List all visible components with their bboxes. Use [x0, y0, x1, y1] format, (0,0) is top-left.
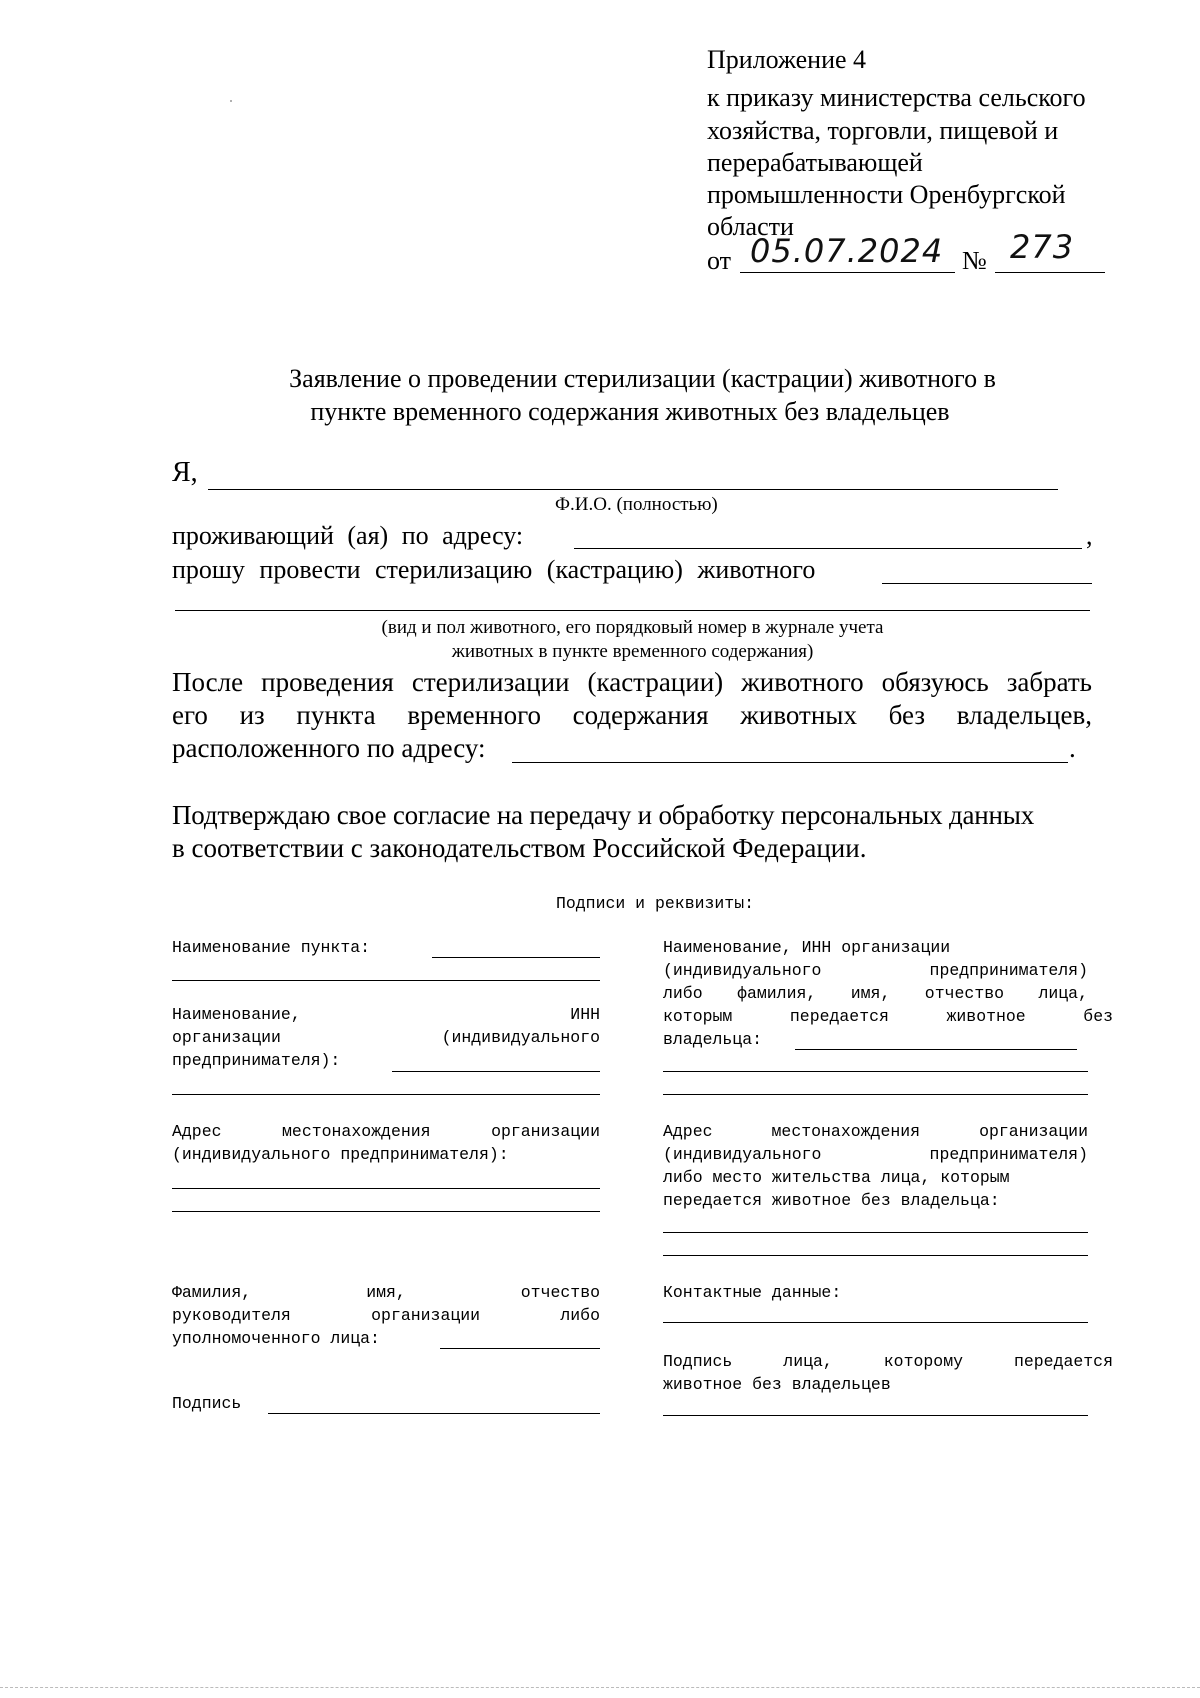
recipient-line-3[interactable]	[663, 1094, 1088, 1095]
org-name-label-2	[172, 1027, 600, 1048]
obligation-end-dot: .	[1069, 733, 1076, 763]
point-name-line-1[interactable]	[432, 957, 600, 958]
recipient-line-1[interactable]	[795, 1049, 1077, 1050]
recipient-label-3	[663, 983, 1088, 1004]
left-signature-label: Подпись	[172, 1394, 242, 1413]
org-name-text-2: организации (индивидуального	[172, 1028, 600, 1047]
right-signature-label-2: животное без владельцев	[663, 1375, 891, 1394]
obligation-line-3: расположенного по адресу:	[172, 733, 486, 763]
number-label: №	[962, 246, 987, 275]
point-name-line-2[interactable]	[172, 980, 600, 981]
obligation-line-2: его из пункта временного содержания животных без владельцев,	[172, 700, 1092, 730]
request-label: прошу провести стерилизацию (кастрацию) животного	[172, 555, 816, 584]
date-underline	[740, 272, 955, 273]
animal-caption-1: (вид и пол животного, его порядковый номер в журнале учета	[381, 617, 884, 638]
org-name-text-1: Наименование, ИНН	[172, 1005, 600, 1024]
recipient-address-label-2	[663, 1144, 1088, 1165]
scan-bottom-edge	[0, 1687, 1200, 1688]
number-underline	[995, 272, 1105, 273]
head-fio-text-2: руководителя организации либо	[172, 1306, 600, 1325]
scan-speck	[230, 100, 232, 102]
org-address-line-2[interactable]	[172, 1211, 600, 1212]
recipient-address-line-1[interactable]	[663, 1232, 1088, 1233]
header-line-2: к приказу министерства сельского	[707, 83, 1086, 112]
i-label: Я,	[172, 457, 198, 488]
animal-field-line-2[interactable]	[175, 610, 1090, 611]
head-fio-text-1: Фамилия, имя, отчество	[172, 1283, 600, 1302]
head-fio-line[interactable]	[440, 1348, 600, 1349]
recipient-text-4: которым передается животное без	[663, 1007, 1113, 1026]
header-line-6: области	[707, 212, 794, 241]
recipient-text-3: либо фамилия, имя, отчество лица,	[663, 984, 1088, 1003]
animal-field-line-1[interactable]	[882, 583, 1092, 584]
right-signature-line[interactable]	[663, 1415, 1088, 1416]
recipient-label-2	[663, 960, 1088, 981]
org-address-label-1	[172, 1121, 600, 1142]
recipient-label-1: Наименование, ИНН организации	[663, 938, 951, 957]
recipient-line-2[interactable]	[663, 1071, 1088, 1072]
contacts-label: Контактные данные:	[663, 1283, 842, 1302]
address-field-line[interactable]	[574, 548, 1082, 549]
obligation-line-1: После проведения стерилизации (кастрации) животного обязуюсь забрать	[172, 667, 1092, 697]
signatures-heading: Подписи и реквизиты:	[555, 894, 755, 913]
header-line-3: хозяйства, торговли, пищевой и	[707, 116, 1059, 145]
from-label: от	[707, 246, 732, 275]
org-address-text-1: Адрес местонахождения организации	[172, 1122, 600, 1141]
handwritten-date: 05.07.2024	[750, 232, 944, 270]
right-signature-label-1	[663, 1351, 1113, 1372]
org-address-line-1[interactable]	[172, 1188, 600, 1189]
fio-field-line[interactable]	[208, 489, 1058, 490]
animal-caption-2: животных в пункте временного содержания)	[451, 641, 814, 662]
header-line-5: промышленности Оренбургской	[707, 180, 1066, 209]
org-address-label-2: (индивидуального предпринимателя):	[172, 1145, 509, 1164]
recipient-address-label-3: либо место жительства лица, которым	[663, 1168, 1010, 1187]
address-end-comma: ,	[1086, 521, 1093, 550]
address-label: проживающий (ая) по адресу:	[172, 521, 524, 550]
shelter-address-field-line[interactable]	[512, 762, 1068, 763]
handwritten-number: 273	[1010, 228, 1075, 266]
left-signature-line[interactable]	[268, 1413, 600, 1414]
recipient-address-text-2: (индивидуального предпринимателя)	[663, 1145, 1088, 1164]
form-title-line-1: Заявление о проведении стерилизации (кастрации) животного в	[289, 364, 996, 393]
head-fio-label-1	[172, 1282, 600, 1303]
form-title-line-2: пункте временного содержания животных без владельцев	[310, 397, 950, 426]
org-name-label-3: предпринимателя):	[172, 1051, 341, 1070]
contacts-line[interactable]	[663, 1322, 1088, 1323]
org-name-line-1[interactable]	[392, 1071, 600, 1072]
head-fio-label-3: уполномоченного лица:	[172, 1329, 380, 1348]
recipient-address-text-1: Адрес местонахождения организации	[663, 1122, 1088, 1141]
point-name-label: Наименование пункта:	[172, 938, 371, 957]
org-name-label-1	[172, 1004, 600, 1025]
head-fio-label-2	[172, 1305, 600, 1326]
recipient-address-label-4: передается животное без владельца:	[663, 1191, 1000, 1210]
recipient-label-5: владельца:	[663, 1030, 763, 1049]
recipient-address-label-1	[663, 1121, 1088, 1142]
org-name-line-2[interactable]	[172, 1094, 600, 1095]
recipient-text-2: (индивидуального предпринимателя)	[663, 961, 1088, 980]
header-line-4: перерабатывающей	[707, 148, 923, 177]
header-line-1: Приложение 4	[707, 45, 867, 74]
consent-line-2: в соответствии с законодательством Российской Федерации.	[172, 833, 867, 863]
fio-caption: Ф.И.О. (полностью)	[555, 494, 718, 515]
right-signature-text-1: Подпись лица, которому передается	[663, 1352, 1113, 1371]
recipient-label-4	[663, 1006, 1113, 1027]
recipient-address-line-2[interactable]	[663, 1255, 1088, 1256]
consent-line-1: Подтверждаю свое согласие на передачу и обработку персональных данных	[172, 800, 1035, 830]
